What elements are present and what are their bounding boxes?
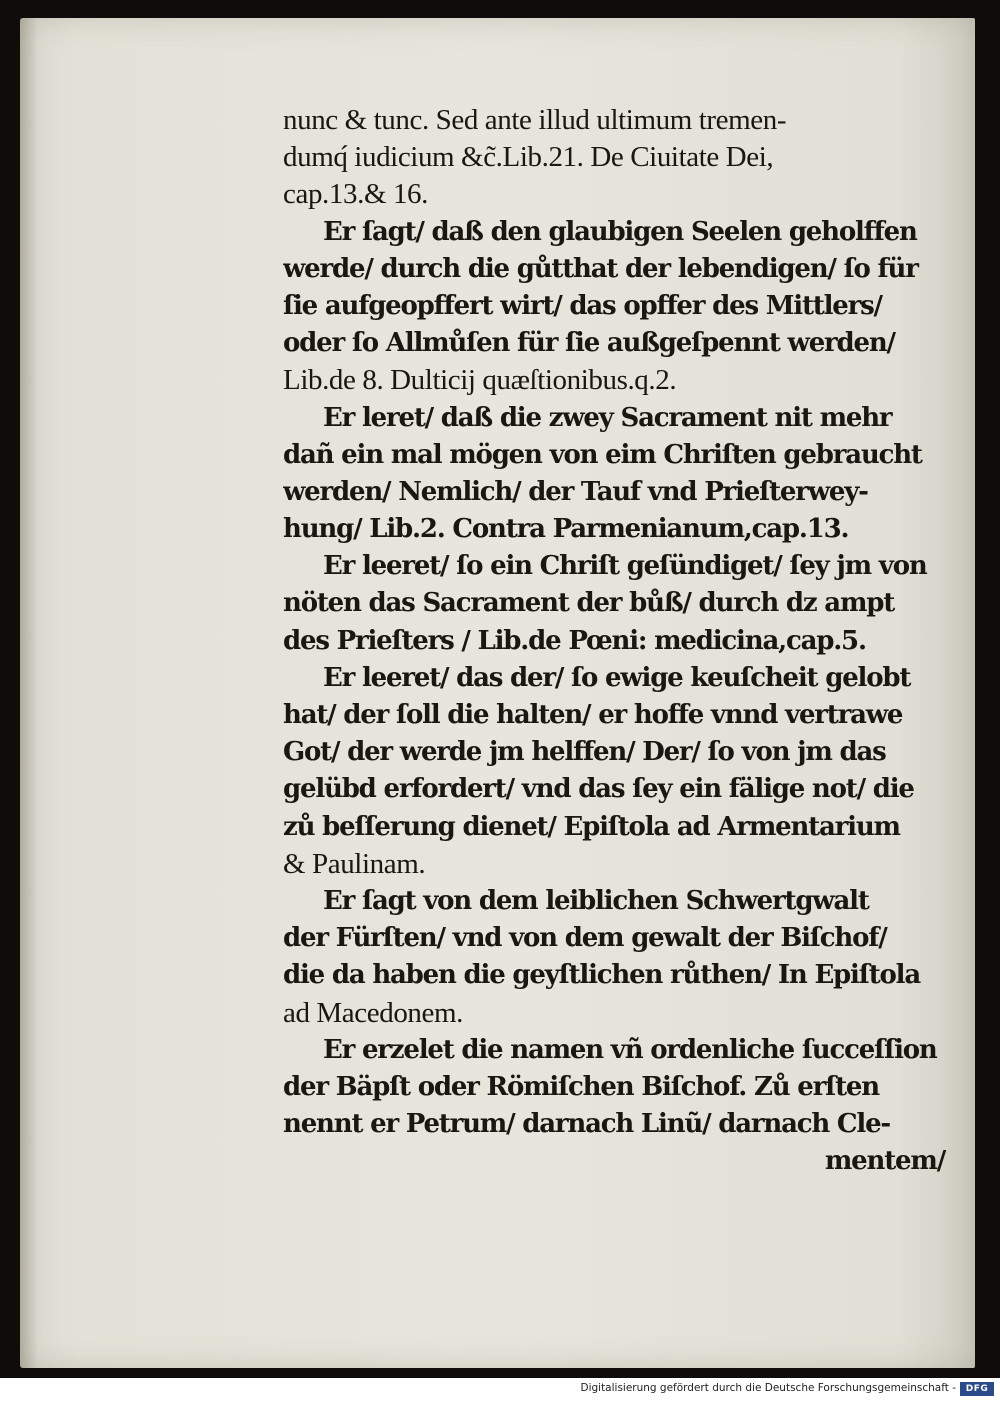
text-line: & Paulinam. [283, 847, 426, 880]
text-line: nennt er Petrum/ darnach Linũ/ darnach Cle- [283, 1109, 891, 1140]
text-line: hung/ Lib.2. Contra Parmenianum,cap.13. [283, 514, 849, 545]
text-line: dumq́ iudicium &c̃.Lib.21. De Ciuitate Dei, [283, 141, 774, 174]
text-line: gelübd erfordert/ vnd das ſey ein fälige not/ die [283, 774, 914, 805]
text-line: mentem/ [824, 1146, 945, 1177]
book-page [20, 18, 975, 1368]
text-line: werde/ durch die gůtthat der lebendigen/ ſo für [283, 253, 918, 284]
text-line: die da haben die geyſtlichen růthen/ In Epiſtola [283, 960, 920, 991]
text-line: cap.13.& 16. [283, 178, 429, 211]
footer-bar [0, 1378, 1000, 1401]
text-line: dañ ein mal mögen von eim Chriſten gebraucht [283, 439, 922, 470]
text-line: nöten das Sacrament der bůß/ durch dz ampt [283, 588, 895, 619]
text-line: Lib.de 8. Dulticij quæſtionibus.q.2. [283, 364, 677, 397]
text-line: Got/ der werde jm helffen/ Der/ ſo von jm das [283, 737, 886, 768]
text-line: ſie aufgeopffert wirt/ das opffer des Mittlers/ [283, 290, 882, 321]
dfg-logo-icon: DFG [960, 1382, 994, 1396]
text-line: zů beſſerung dienet/ Epiſtola ad Armentarium [283, 811, 900, 842]
text-block [283, 102, 963, 1180]
text-line: Er leeret/ ſo ein Chriſt geſündiget/ ſey jm von [323, 551, 927, 582]
text-line: oder ſo Allmůſen für ſie außgeſpennt werden/ [283, 328, 895, 359]
text-line: hat/ der ſoll die halten/ er hoffe vnnd vertrawe [283, 700, 903, 730]
text-line: Er ſagt/ daß den glaubigen Seelen geholffen [323, 216, 917, 247]
text-line: Er leret/ daß die zwey Sacrament nit mehr [323, 402, 892, 433]
text-line: Er erzelet die namen vñ ordenliche ſucceſſion [323, 1034, 937, 1065]
text-line: werden/ Nemlich/ der Tauf vnd Prieſterwey- [283, 476, 868, 507]
text-line: Er leeret/ das der/ ſo ewige keuſcheit gelobt [323, 662, 911, 693]
text-line: nunc & tunc. Sed ante illud ultimum tremen- [283, 104, 787, 136]
text-line: der Fürſten/ vnd von dem gewalt der Biſchof/ [283, 923, 887, 954]
text-line: ad Macedonem. [283, 996, 464, 1029]
text-line: des Prieſters / Lib.de Pœni: medicina,cap.5. [283, 625, 866, 656]
text-line: der Bäpſt oder Römiſchen Biſchof. Zů erſten [283, 1071, 879, 1102]
funding-credit: Digitalisierung gefördert durch die Deutsche Forschungsgemeinschaft - [580, 1382, 956, 1394]
spine-shadow [20, 18, 38, 1368]
text-line: Er ſagt von dem leiblichen Schwertgwalt [323, 885, 869, 916]
